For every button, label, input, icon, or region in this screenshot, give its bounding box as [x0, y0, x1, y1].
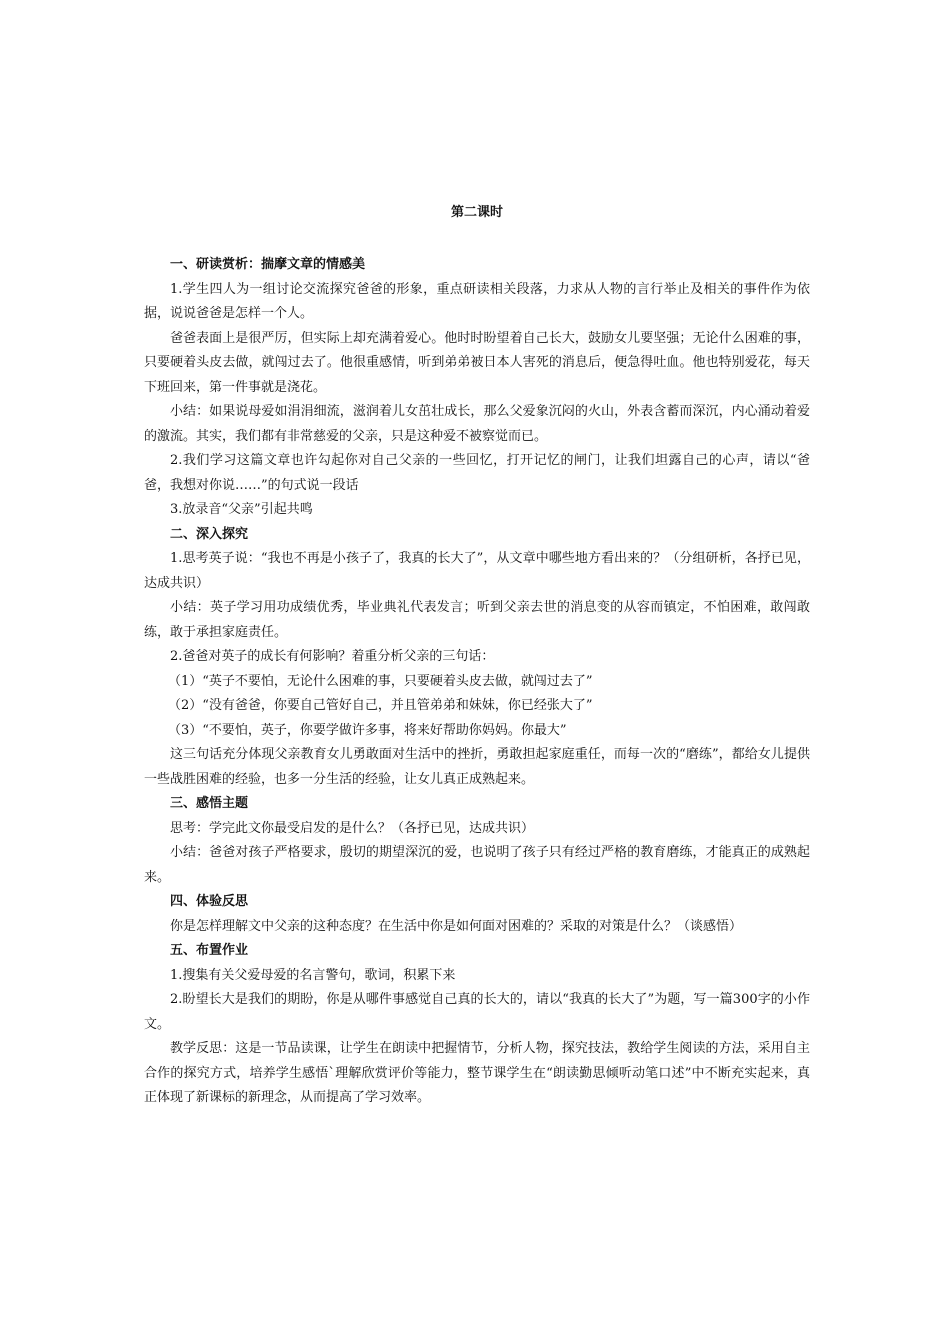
- body-paragraph: 2.盼望长大是我们的期盼，你是从哪件事感觉自己真的长大的，请以“我真的长大了”为题，写一篇300字的小作文。: [144, 992, 810, 1032]
- section-heading: 一、研读赏析：揣摩文章的情感美: [170, 257, 366, 272]
- body-paragraph: 1.搜集有关父爱母爱的名言警句，歌词，积累下来: [170, 967, 456, 983]
- list-item: （3）“不要怕，英子，你要学做许多事，将来好帮助你妈妈。你最大”: [168, 722, 567, 738]
- body-paragraph: 小结：英子学习用功成绩优秀，毕业典礼代表发言；听到父亲去世的消息变的从容而镇定，不怕困难，敢闯敢练，敢于承担家庭责任。: [144, 600, 810, 640]
- body-paragraph: 1.学生四人为一组讨论交流探究爸爸的形象，重点研读相关段落，力求从人物的言行举止及相关的事件作为依据，说说爸爸是怎样一个人。: [144, 281, 810, 321]
- body-paragraph: 小结：爸爸对孩子严格要求，殷切的期望深沉的爱，也说明了孩子只有经过严格的教育磨练，才能真正的成熟起来。: [144, 845, 810, 885]
- body-paragraph: 2.我们学习这篇文章也许勾起你对自己父亲的一些回忆，打开记忆的闸门，让我们坦露自己的心声，请以“爸爸，我想对你说……”的句式说一段话: [144, 453, 810, 493]
- body-paragraph: 这三句话充分体现父亲教育女儿勇敢面对生活中的挫折，勇敢担起家庭重任，而每一次的“磨练”，都给女儿提供一些战胜困难的经验，也多一分生活的经验，让女儿真正成熟起来。: [144, 747, 810, 787]
- document-body: [144, 253, 810, 1111]
- body-paragraph: 爸爸表面上是很严厉，但实际上却充满着爱心。他时时盼望着自己长大，鼓励女儿要坚强；无论什么困难的事，只要硬着头皮去做，就闯过去了。他很重感情，听到弟弟被日本人害死的消息后，便急得吐血。他也特别爱花，每天下班回来，第一件事就是浇花。: [144, 330, 810, 395]
- body-paragraph: 1.思考英子说：“我也不再是小孩子了，我真的长大了”，从文章中哪些地方看出来的？（分组研析，各抒已见，达成共识）: [144, 551, 810, 591]
- list-item: （1）“英子不要怕，无论什么困难的事，只要硬着头皮去做，就闯过去了”: [168, 673, 593, 689]
- body-paragraph: 教学反思：这是一节品读课，让学生在朗读中把握情节，分析人物，探究技法，教给学生阅读的方法，采用自主合作的探究方式，培养学生感悟`理解欣赏评价等能力，整节课学生在“朗读勤思倾听动笔口述”中不断充实起来，真正体现了新课标的新理念，从而提高了学习效率。: [144, 1041, 810, 1105]
- section-heading: 四、体验反思: [170, 894, 249, 909]
- body-paragraph: 2.爸爸对英子的成长有何影响？着重分析父亲的三句话：: [170, 649, 495, 664]
- body-paragraph: 3.放录音“父亲”引起共鸣: [170, 502, 313, 517]
- body-paragraph: 小结：如果说母爱如涓涓细流，滋润着儿女茁壮成长，那么父爱象沉闷的火山，外表含蓄而深沉，内心涌动着爱的激流。其实，我们都有非常慈爱的父亲，只是这种爱不被察觉而已。: [144, 404, 810, 444]
- section-heading: 三、感悟主题: [170, 796, 249, 811]
- page-title: 第二课时: [450, 205, 503, 220]
- section-heading: 五、布置作业: [170, 943, 249, 958]
- list-item: （2）“没有爸爸，你要自己管好自己，并且管弟弟和妹妹，你已经张大了”: [168, 698, 593, 713]
- body-paragraph: 思考：学完此文你最受启发的是什么？（各抒已见，达成共识）: [170, 820, 535, 836]
- section-heading: 二、深入探究: [170, 526, 249, 542]
- body-paragraph: 你是怎样理解文中父亲的这种态度？在生活中你是如何面对困难的？采取的对策是什么？（谈感悟）: [170, 918, 743, 934]
